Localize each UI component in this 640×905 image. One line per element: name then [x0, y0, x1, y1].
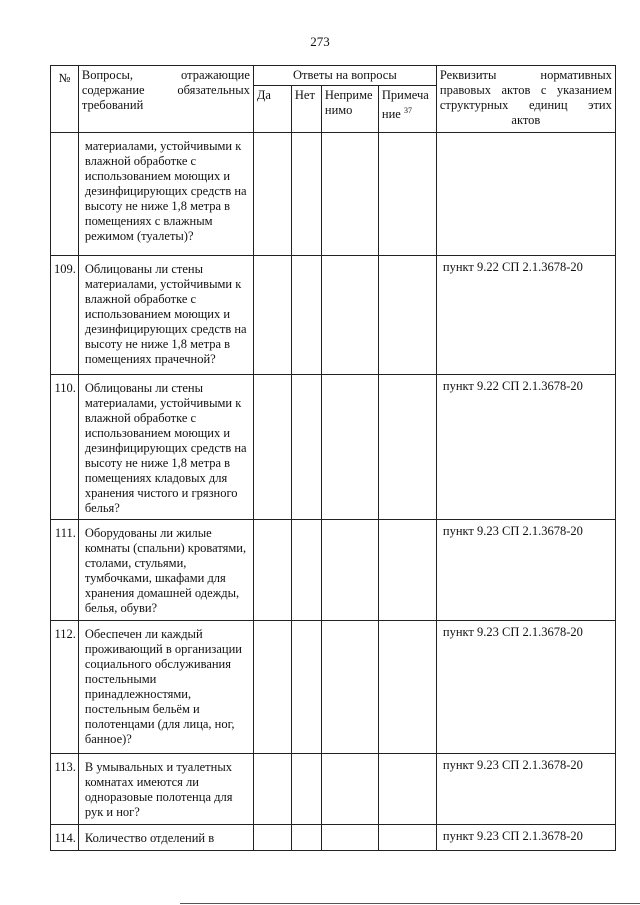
- answer-na-cell[interactable]: [321, 375, 378, 520]
- header-questions: [78, 66, 253, 133]
- answer-no-cell[interactable]: [291, 754, 321, 825]
- answer-yes-cell[interactable]: [253, 825, 291, 851]
- row-reference: пункт 9.23 СП 2.1.3678-20: [436, 825, 615, 851]
- answer-note-cell[interactable]: [378, 256, 436, 375]
- header-note: Примеча ние $^{37}$: [378, 86, 436, 133]
- row-number: 112.: [51, 621, 79, 754]
- table-row: [51, 825, 616, 851]
- answer-note-cell[interactable]: [378, 621, 436, 754]
- answer-no-cell[interactable]: [291, 825, 321, 851]
- row-question: Обеспечен ли каждый проживающий в организации социального обслуживания постельными принадлежностями, постельным бельём и полотенцами (для лица, ног, банное)?: [78, 621, 253, 754]
- row-reference: пункт 9.23 СП 2.1.3678-20: [436, 621, 615, 754]
- header-references-line: правовых актов с указанием: [439, 83, 612, 97]
- row-number: [51, 133, 79, 256]
- row-reference: пункт 9.23 СП 2.1.3678-20: [436, 754, 615, 825]
- table-row: [51, 520, 616, 621]
- header-yes: Да: [253, 86, 291, 133]
- answer-no-cell[interactable]: [291, 375, 321, 520]
- answer-na-cell[interactable]: [321, 825, 378, 851]
- row-question: Количество отделений в: [78, 825, 253, 851]
- answer-note-cell[interactable]: [378, 520, 436, 621]
- answer-yes-cell[interactable]: [253, 133, 291, 256]
- page-bottom-divider: [180, 903, 640, 904]
- row-number: 109.: [51, 256, 79, 375]
- row-number: 114.: [51, 825, 79, 851]
- answer-no-cell[interactable]: [291, 256, 321, 375]
- row-question: Оборудованы ли жилые комнаты (спальни) кроватями, столами, стульями, тумбочками, шкафами для хранения домашней одежды, белья, обуви?: [78, 520, 253, 621]
- answer-yes-cell[interactable]: [253, 621, 291, 754]
- row-reference: пункт 9.22 СП 2.1.3678-20: [436, 375, 615, 520]
- row-question: Облицованы ли стены материалами, устойчивыми к влажной обработке с использованием моющих и дезинфицирующих средств на высоту не ниже 1,8 метра в помещениях прачечной?: [78, 256, 253, 375]
- row-question: Облицованы ли стены материалами, устойчивыми к влажной обработке с использованием моющих и дезинфицирующих средств на высоту не ниже 1,8 метра в помещениях кладовых для хранения чистого и грязного белья?: [78, 375, 253, 520]
- answer-na-cell[interactable]: [321, 621, 378, 754]
- row-number: 113.: [51, 754, 79, 825]
- row-reference: пункт 9.23 СП 2.1.3678-20: [436, 520, 615, 621]
- checklist-table: [50, 65, 616, 851]
- table-row: [51, 754, 616, 825]
- table-row: [51, 256, 616, 375]
- header-references-line: актов: [511, 113, 541, 127]
- header-questions-line: содержание обязательных: [81, 83, 250, 97]
- answer-note-cell[interactable]: [378, 754, 436, 825]
- row-question: В умывальных и туалетных комнатах имеются ли одноразовые полотенца для рук и ног?: [78, 754, 253, 825]
- header-row-top: [51, 66, 616, 86]
- row-reference: пункт 9.22 СП 2.1.3678-20: [436, 256, 615, 375]
- header-references: [436, 66, 615, 133]
- page-number: 273: [310, 34, 330, 49]
- answer-na-cell[interactable]: [321, 256, 378, 375]
- row-number: 110.: [51, 375, 79, 520]
- answer-yes-cell[interactable]: [253, 256, 291, 375]
- header-not-applicable: Неприме нимо: [321, 86, 378, 133]
- answer-note-cell[interactable]: [378, 375, 436, 520]
- answer-note-cell[interactable]: [378, 133, 436, 256]
- header-questions-line: требований: [81, 98, 144, 112]
- header-no: Нет: [291, 86, 321, 133]
- answer-no-cell[interactable]: [291, 621, 321, 754]
- answer-na-cell[interactable]: [321, 133, 378, 256]
- header-questions-line: Вопросы, отражающие: [81, 68, 250, 82]
- answer-yes-cell[interactable]: [253, 520, 291, 621]
- answer-yes-cell[interactable]: [253, 754, 291, 825]
- answer-yes-cell[interactable]: [253, 375, 291, 520]
- header-answers: Ответы на вопросы: [253, 66, 436, 86]
- row-reference: [436, 133, 615, 256]
- answer-note-cell[interactable]: [378, 825, 436, 851]
- header-number: №: [51, 66, 79, 133]
- answer-no-cell[interactable]: [291, 520, 321, 621]
- table-row: [51, 133, 616, 256]
- row-question: материалами, устойчивыми к влажной обработке с использованием моющих и дезинфицирующих средств на высоту не ниже 1,8 метра в помещениях с влажным режимом (туалеты)?: [78, 133, 253, 256]
- answer-no-cell[interactable]: [291, 133, 321, 256]
- header-references-line: Реквизиты нормативных: [439, 68, 612, 82]
- header-references-line: структурных единиц этих: [439, 98, 612, 112]
- row-number: 111.: [51, 520, 79, 621]
- answer-na-cell[interactable]: [321, 754, 378, 825]
- table-row: [51, 621, 616, 754]
- table-row: [51, 375, 616, 520]
- answer-na-cell[interactable]: [321, 520, 378, 621]
